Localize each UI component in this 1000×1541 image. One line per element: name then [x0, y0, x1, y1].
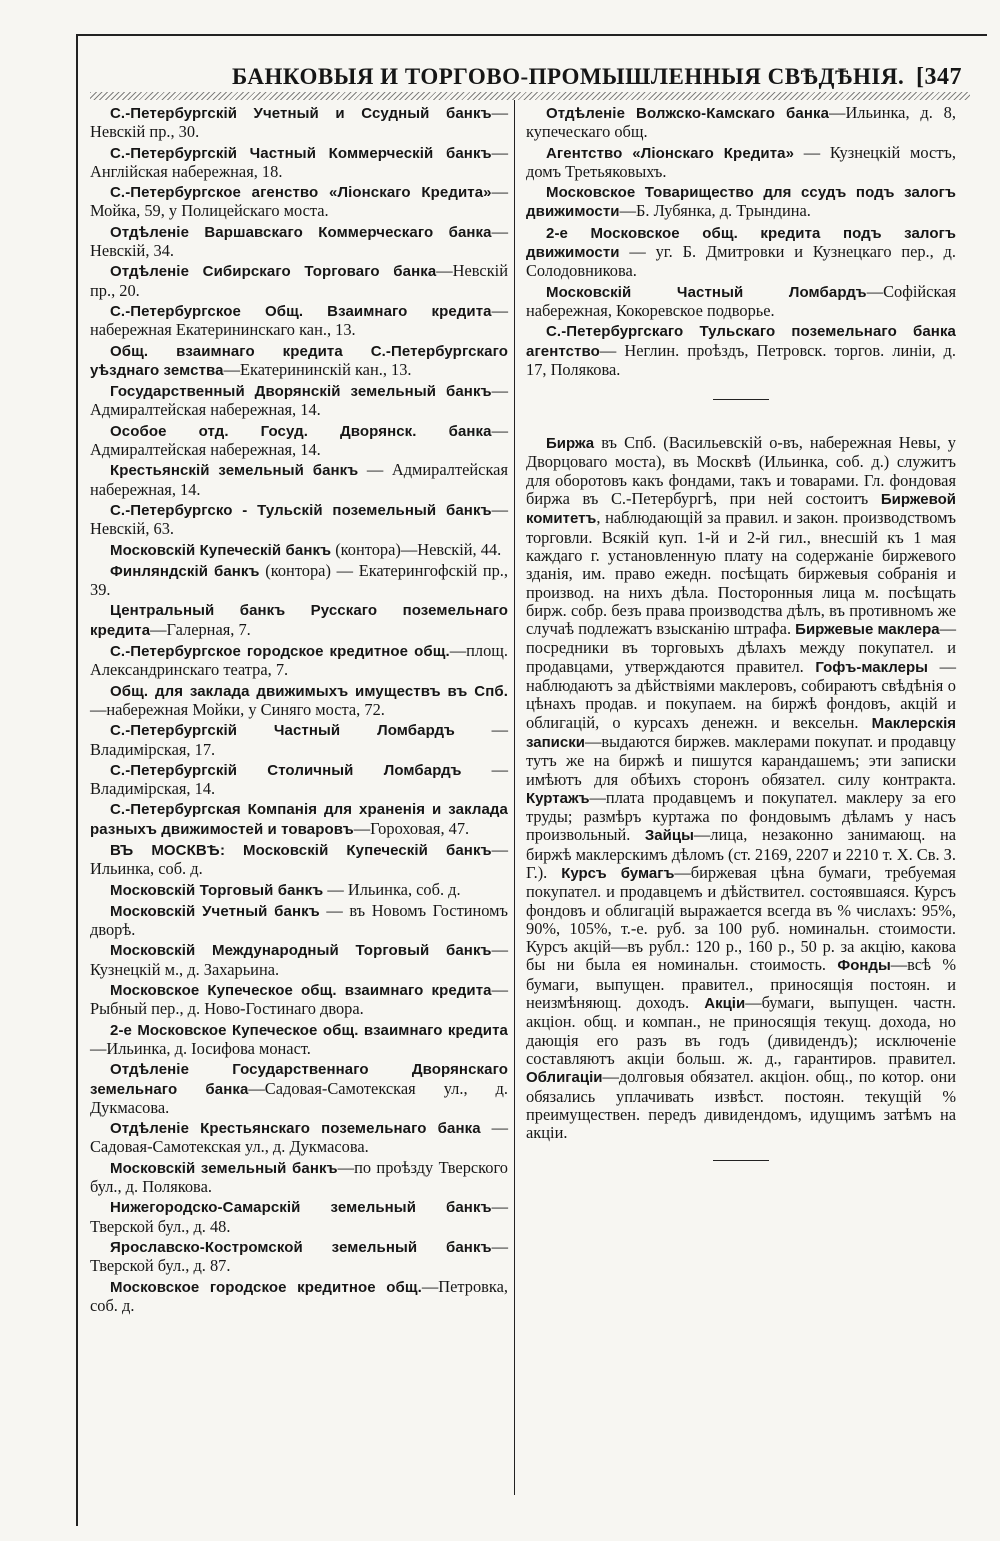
directory-entry — [90, 1238, 508, 1276]
paragraph-text: въ Спб. (Васильевскій о-въ, набережная Невы, у Дворцоваго моста), въ Москвѣ (Ильинка, соб. д.) служитъ для оборотовъ какъ фондами, такъ и товарами. Гл. фондовая биржа въ С.-Петербургѣ, при ней состоитъ — [526, 433, 956, 509]
entry-name: Московскій Частный Ломбардъ — [546, 283, 867, 301]
term: Биржа — [546, 435, 595, 453]
entry-address: (контора)—Невскій, 44. — [331, 539, 502, 559]
entry-name: С.-Петербургскій Учетный и Ссудный банкъ — [110, 105, 492, 122]
entry-name: Отдѣленіе Крестьянскаго поземельнаго банка — [110, 1120, 481, 1138]
entry-address: —Садовая-Самотекская ул., д. Дукмасова. — [90, 1078, 508, 1117]
entry-name: Общ. для заклада движимыхъ имуществъ въ Спб. — [110, 682, 508, 700]
right-column — [526, 104, 956, 1161]
paragraph-text: —лица, незаконно занимающ. на биржѣ маклерскимъ дѣломъ (ст. 2169, 2207 и 2210 т. X. Св. З. Г.). — [526, 825, 957, 882]
header-wavy-rule — [90, 92, 970, 100]
directory-entry — [90, 144, 508, 182]
directory-entry — [90, 841, 508, 879]
entry-address: — Владимірская, 14. — [90, 759, 508, 799]
entry-name: С.-Петербургскій Частный Ломбардъ — [110, 722, 455, 740]
paragraph-text: , наблюдающій за правил. и закон. производствомъ торговли. Всякій куп. 1-й и 2-й гил., внесшій къ 1 мая каждаго г. установленную плату на содержаніе биржевого зданія, им. право ежедн. посѣщать биржевыя собранія и производ. на нихъ дѣла. Посторонныя лица м. посѣщать бирж. собр. безъ права производства дѣлъ, въ противномъ же случаѣ подлежатъ взысканію штрафа. — [526, 508, 956, 639]
directory-entry — [90, 501, 508, 539]
entry-address: —Кузнецкій м., д. Захарьина. — [90, 940, 508, 979]
directory-entry — [90, 382, 508, 420]
paragraph-text: —всѣ % бумаги, выпущен. правител., приносящія постоян. и неизмѣняющ. доходъ. — [526, 955, 956, 1013]
entry-name: Ярославско-Костромской земельный банкъ — [110, 1238, 492, 1256]
paragraph-text: — наблюдаютъ за дѣйствіями маклеровъ, собираютъ свѣдѣнія о цѣнахъ продав. и покупаем. на биржѣ фондовъ, акцій и облигацій, о курсахъ денежн. и вексельн. — [526, 656, 956, 732]
entry-address: — Адмиралтейская набережная, 14. — [90, 460, 508, 499]
entry-name: С.-Петербургскаго Тульскаго поземельнаго банка агентство — [526, 323, 956, 360]
entry-address: —Невскій пр., 30. — [90, 103, 508, 142]
entry-address: —Мойка, 59, у Полицейскаго моста. — [90, 182, 508, 221]
entry-address: —набережная Мойки, у Синяго моста, 72. — [90, 699, 385, 719]
entry-name: Московское Товарищество для ссудъ подъ залогъ движимости — [526, 184, 956, 221]
page-number: [347 — [916, 64, 962, 90]
term: Маклерскія записки — [526, 714, 956, 751]
entry-address: — Ильинка, соб. д. — [323, 879, 461, 899]
directory-entry — [90, 981, 508, 1019]
entry-name: Московское Купеческое общ. взаимнаго кредита — [110, 982, 492, 1000]
entry-address: —Петровка, соб. д. — [90, 1276, 508, 1315]
directory-entry — [90, 1278, 508, 1316]
entry-name: С.-Петербургскій Частный Коммерческій банкъ — [110, 144, 492, 162]
entry-address: —Адмиралтейская набережная, 14. — [90, 381, 508, 420]
paragraph-text: —биржевая цѣна бумаги, требуемая покупател. и продавцемъ и дѣйствител. состоявшаяся. Курсъ фондовъ и облигацій выражается всегда въ % числахъ: 95%, 90%, 105%, т.-е. руб. за 100 руб. номинальн. стоимости. Курсъ акцій—въ рубл.: 120 р., 160 р., 50 р. за акцію, какова бы ни была ея номинальн. стоимость. — [526, 862, 956, 975]
directory-entry — [526, 283, 956, 321]
page-title: БАНКОВЫЯ И ТОРГОВО-ПРОМЫШЛЕННЫЯ СВѢДѢНІЯ. — [232, 64, 905, 89]
directory-entry — [90, 682, 508, 720]
entry-name: Отдѣленіе Сибирскаго Торговаго банка — [110, 263, 437, 281]
directory-entry — [90, 761, 508, 799]
entry-name: Крестьянскій земельный банкъ — [110, 462, 359, 480]
entry-address: (контора) — Екатерингофскій пр., 39. — [90, 560, 508, 600]
entry-address: — Владимірская, 17. — [90, 720, 508, 759]
entry-address: —Ильинка, д. Іосифова монаст. — [90, 1038, 311, 1058]
right-column-entries — [526, 104, 956, 379]
entry-address: —набережная Екатерининскаго кан., 13. — [90, 300, 508, 340]
paragraph-text: —посредники въ торговыхъ дѣлахъ между покупател. и продавцами, утверждаются правител. — [526, 619, 956, 676]
entry-name: С.-Петербургско - Тульскій поземельный банкъ — [110, 501, 492, 519]
directory-entry — [90, 1159, 508, 1197]
directory-entry — [90, 721, 508, 759]
term: Куртажъ — [526, 789, 590, 807]
term: Зайцы — [644, 827, 694, 845]
entry-name: Московскій Торговый банкъ — [110, 881, 324, 899]
entry-address: —Софійская набережная, Кокоревское подворье. — [526, 281, 956, 320]
directory-entry — [90, 1060, 508, 1117]
entry-address: —Б. Лубянка, д. Трындина. — [619, 201, 811, 221]
term: Облигаціи — [526, 1069, 603, 1087]
directory-entry — [90, 902, 508, 940]
entry-address: —Галерная, 7. — [150, 619, 251, 639]
term: Биржевые маклера — [795, 621, 940, 639]
directory-entry — [90, 342, 508, 381]
entry-address: —Невскій, 34. — [90, 221, 508, 261]
entry-address: — Садовая-Самотекская ул., д. Дукмасова. — [90, 1118, 508, 1157]
directory-entry — [90, 223, 508, 261]
entry-address: —Екатерининскій кан., 13. — [223, 359, 412, 379]
entry-name: Московское городское кредитное общ. — [110, 1278, 422, 1296]
entry-name: ВЪ МОСКВѢ: Московскій Купеческій банкъ — [110, 841, 492, 859]
paragraph-text: —бумаги, выпущен. частн. акціон. общ. и компан., не приносящія текущ. дохода, но дающія его разъ въ годъ (дивидендъ); исключеніе составляютъ акціи больш. ж. д., гарантиров. правител. — [526, 993, 956, 1068]
entry-address: —Ильинка, соб. д. — [90, 839, 508, 879]
directory-entry — [526, 104, 956, 142]
term: Акціи — [704, 995, 746, 1013]
directory-entry — [526, 183, 956, 222]
entry-address: — въ Новомъ Гостиномъ дворѣ. — [90, 900, 509, 940]
directory-entry — [90, 562, 508, 600]
directory-entry — [526, 224, 956, 281]
entry-name: Государственный Дворянскій земельный банкъ — [110, 383, 492, 401]
directory-entry — [90, 422, 508, 460]
paragraph-text: —выдаются биржев. маклерами покупат. и продавцу тутъ же на биржѣ и пишутся карандашемъ; эти записки имѣютъ для обѣихъ сторонъ обязател. силу контракта. — [526, 731, 956, 789]
entry-name: Особое отд. Госуд. Дворянск. банка — [110, 422, 492, 440]
entry-name: Отдѣленіе Государственнаго Дворянскаго земельнаго банка — [90, 1061, 508, 1098]
entry-address: —по проѣзду Тверского бул., д. Полякова. — [90, 1157, 508, 1197]
paragraph-text: —долговыя обязател. акціон. общ., по котор. они обязались уплачивать извѣст. постоян. текущій % преимуществен. передъ дивидендомъ, идущимъ затѣмъ на акціи. — [526, 1067, 956, 1143]
directory-entry — [90, 1119, 508, 1157]
directory-entry — [90, 881, 508, 900]
entry-address: —Ильинка, д. 8, купеческаго общ. — [526, 103, 956, 142]
entry-name: Отдѣленіе Варшавскаго Коммерческаго банка — [110, 223, 492, 241]
entry-name: Финляндскій банкъ — [110, 562, 260, 580]
entry-name: Московскій Купеческій банкъ — [110, 541, 332, 559]
entry-address: —площ. Александринскаго театра, 7. — [90, 641, 508, 680]
entry-name: С.-Петербургское агенство «Ліонскаго Кредита» — [110, 184, 492, 202]
entry-address: —Англійская набережная, 18. — [90, 142, 508, 181]
term: Курсъ бумагъ — [561, 864, 675, 882]
entry-address: — Неглин. проѣздъ, Петровск. торгов. линіи, д. 17, Полякова. — [526, 340, 956, 379]
entry-address: — Кузнецкій мостъ, домъ Третьяковыхъ. — [526, 142, 956, 181]
term: Фонды — [837, 957, 891, 975]
directory-entry — [90, 941, 508, 979]
directory-entry — [90, 642, 508, 680]
directory-entry — [90, 1198, 508, 1236]
directory-entry — [90, 541, 508, 560]
directory-entry — [90, 302, 508, 340]
directory-entry — [90, 183, 508, 221]
directory-entry — [90, 262, 508, 300]
directory-entry — [90, 104, 508, 142]
birzha-paragraph — [526, 434, 956, 1142]
entry-name: 2-е Московское общ. кредита подъ залогъ движимости — [526, 224, 956, 262]
entry-name: 2-е Московское Купеческое общ. взаимнаго кредита — [110, 1021, 508, 1039]
entry-name: Центральный банкъ Русскаго поземельнаго кредита — [90, 602, 508, 639]
left-column — [90, 104, 508, 1317]
entry-name: Агентство «Ліонскаго Кредита» — [546, 144, 795, 162]
entry-name: Нижегородско-Самарскій земельный банкъ — [110, 1199, 492, 1217]
directory-entry — [526, 144, 956, 182]
entry-name: Московскій Учетный банкъ — [110, 902, 320, 920]
entry-name: Общ. взаимнаго кредита С.-Петербургскаго уѣзднаго земства — [90, 342, 508, 379]
entry-address: —Невскій пр., 20. — [90, 261, 508, 300]
entry-address: —Рыбный пер., д. Ново-Гостинаго двора. — [90, 980, 508, 1019]
directory-entry — [90, 601, 508, 640]
entry-address: —Адмиралтейская набережная, 14. — [90, 420, 508, 460]
directory-entry — [90, 1021, 508, 1059]
entry-name: С.-Петербургское Общ. Взаимнаго кредита — [110, 302, 492, 320]
paragraph-text: —плата продавцемъ и покупател. маклеру за его труды; размѣръ куртажа по фондовымъ дѣламъ у насъ произвольный. — [526, 787, 956, 845]
entry-name: Отдѣленіе Волжско-Камскаго банка — [546, 105, 830, 122]
column-divider — [514, 100, 515, 1495]
directory-entry — [90, 461, 508, 499]
entry-name: С.-Петербургскій Столичный Ломбардъ — [110, 761, 462, 779]
entry-address: — уг. Б. Дмитровки и Кузнецкаго пер., д. Солодовникова. — [526, 242, 956, 281]
entry-name: Московскій земельный банкъ — [110, 1159, 338, 1177]
entry-name: Московскій Международный Торговый банкъ — [110, 942, 492, 960]
entry-address: —Невскій, 63. — [90, 499, 508, 539]
entry-name: С.-Петербургская Компанія для храненія и заклада разныхъ движимостей и товаровъ — [90, 801, 508, 838]
section-separator — [713, 399, 769, 400]
entry-address: —Тверской бул., д. 48. — [90, 1197, 508, 1236]
entry-address: —Тверской бул., д. 87. — [90, 1236, 508, 1276]
entry-address: —Гороховая, 47. — [353, 818, 470, 838]
directory-entry — [90, 800, 508, 839]
directory-entry — [526, 322, 956, 379]
term: Биржевой комитетъ — [526, 491, 956, 528]
term: Гофъ-маклеры — [815, 658, 928, 676]
entry-name: С.-Петербургское городское кредитное общ. — [110, 643, 450, 661]
section-separator-end — [713, 1160, 769, 1161]
